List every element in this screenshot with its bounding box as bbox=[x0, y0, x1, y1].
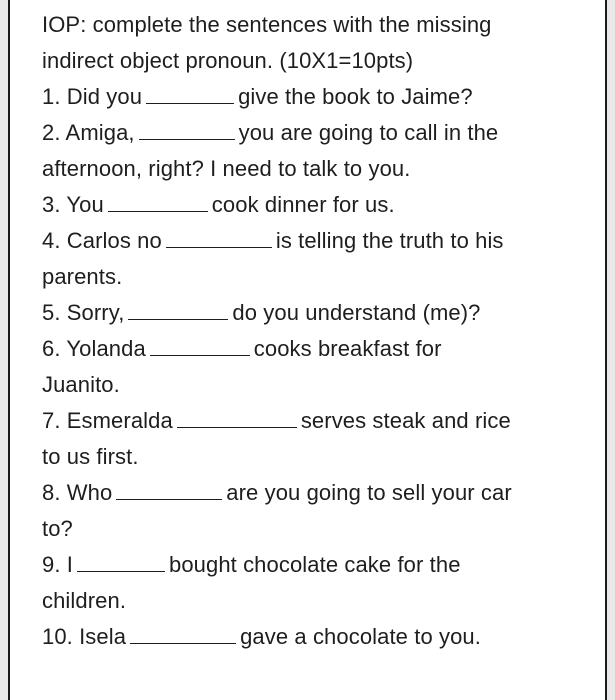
sentence-5 bbox=[42, 295, 602, 331]
sentence-10-end: gave a chocolate to you. bbox=[240, 624, 481, 649]
sentence-1-start: 1. Did you bbox=[42, 84, 143, 109]
sentence-4-continuation: parents. bbox=[42, 264, 123, 289]
sentence-7-end: serves steak and rice bbox=[300, 408, 511, 433]
sentence-2 bbox=[42, 115, 602, 151]
sentence-7-start: 7. Esmeralda bbox=[42, 408, 173, 433]
sentence-1-end: give the book to Jaime? bbox=[238, 84, 473, 109]
sentence-8 bbox=[42, 475, 602, 511]
sentence-2-continuation: afternoon, right? I need to talk to you. bbox=[42, 156, 411, 181]
answer-blank-6[interactable] bbox=[150, 335, 250, 356]
sentence-2-start: 2. Amiga, bbox=[42, 120, 135, 145]
sentence-8-end: are you going to sell your car bbox=[226, 480, 512, 505]
sentence-9-start: 9. I bbox=[42, 552, 73, 577]
sentence-3-end: cook dinner for us. bbox=[211, 192, 395, 217]
sentence-9-continuation: children. bbox=[42, 588, 127, 613]
sentence-5-start: 5. Sorry, bbox=[42, 300, 125, 325]
answer-blank-5[interactable] bbox=[128, 299, 228, 320]
sentence-7 bbox=[42, 403, 602, 439]
answer-blank-2[interactable] bbox=[139, 119, 235, 140]
sentence-8-start: 8. Who bbox=[42, 480, 113, 505]
sentence-10 bbox=[42, 619, 602, 655]
answer-blank-7[interactable] bbox=[177, 407, 297, 428]
answer-blank-9[interactable] bbox=[77, 551, 165, 572]
sentence-9-end: bought chocolate cake for the bbox=[168, 552, 461, 577]
sentence-4-start: 4. Carlos no bbox=[42, 228, 162, 253]
answer-blank-4[interactable] bbox=[166, 227, 272, 248]
sentence-6 bbox=[42, 331, 602, 367]
sentence-3-start: 3. You bbox=[42, 192, 104, 217]
sentence-3 bbox=[42, 187, 602, 223]
sentence-6-continuation: Juanito. bbox=[42, 372, 120, 397]
sentence-1 bbox=[42, 79, 602, 115]
sentence-9 bbox=[42, 547, 602, 583]
answer-blank-10[interactable] bbox=[130, 623, 236, 644]
instructions-line-1: IOP: complete the sentences with the missing bbox=[42, 12, 492, 37]
sentence-10-start: 10. Isela bbox=[42, 624, 127, 649]
sentence-5-end: do you understand (me)? bbox=[232, 300, 481, 325]
sentence-6-end: cooks breakfast for bbox=[253, 336, 442, 361]
sentence-2-end: you are going to call in the bbox=[238, 120, 499, 145]
answer-blank-8[interactable] bbox=[116, 479, 222, 500]
sentence-4-end: is telling the truth to his bbox=[275, 228, 504, 253]
sentence-7-continuation: to us first. bbox=[42, 444, 139, 469]
answer-blank-1[interactable] bbox=[146, 83, 234, 104]
worksheet-page bbox=[8, 0, 607, 700]
sentence-6-start: 6. Yolanda bbox=[42, 336, 146, 361]
instructions-line-2: indirect object pronoun. (10X1=10pts) bbox=[42, 48, 414, 73]
sentence-8-continuation: to? bbox=[42, 516, 73, 541]
sentence-4 bbox=[42, 223, 602, 259]
worksheet-content bbox=[42, 7, 602, 655]
answer-blank-3[interactable] bbox=[108, 191, 208, 212]
